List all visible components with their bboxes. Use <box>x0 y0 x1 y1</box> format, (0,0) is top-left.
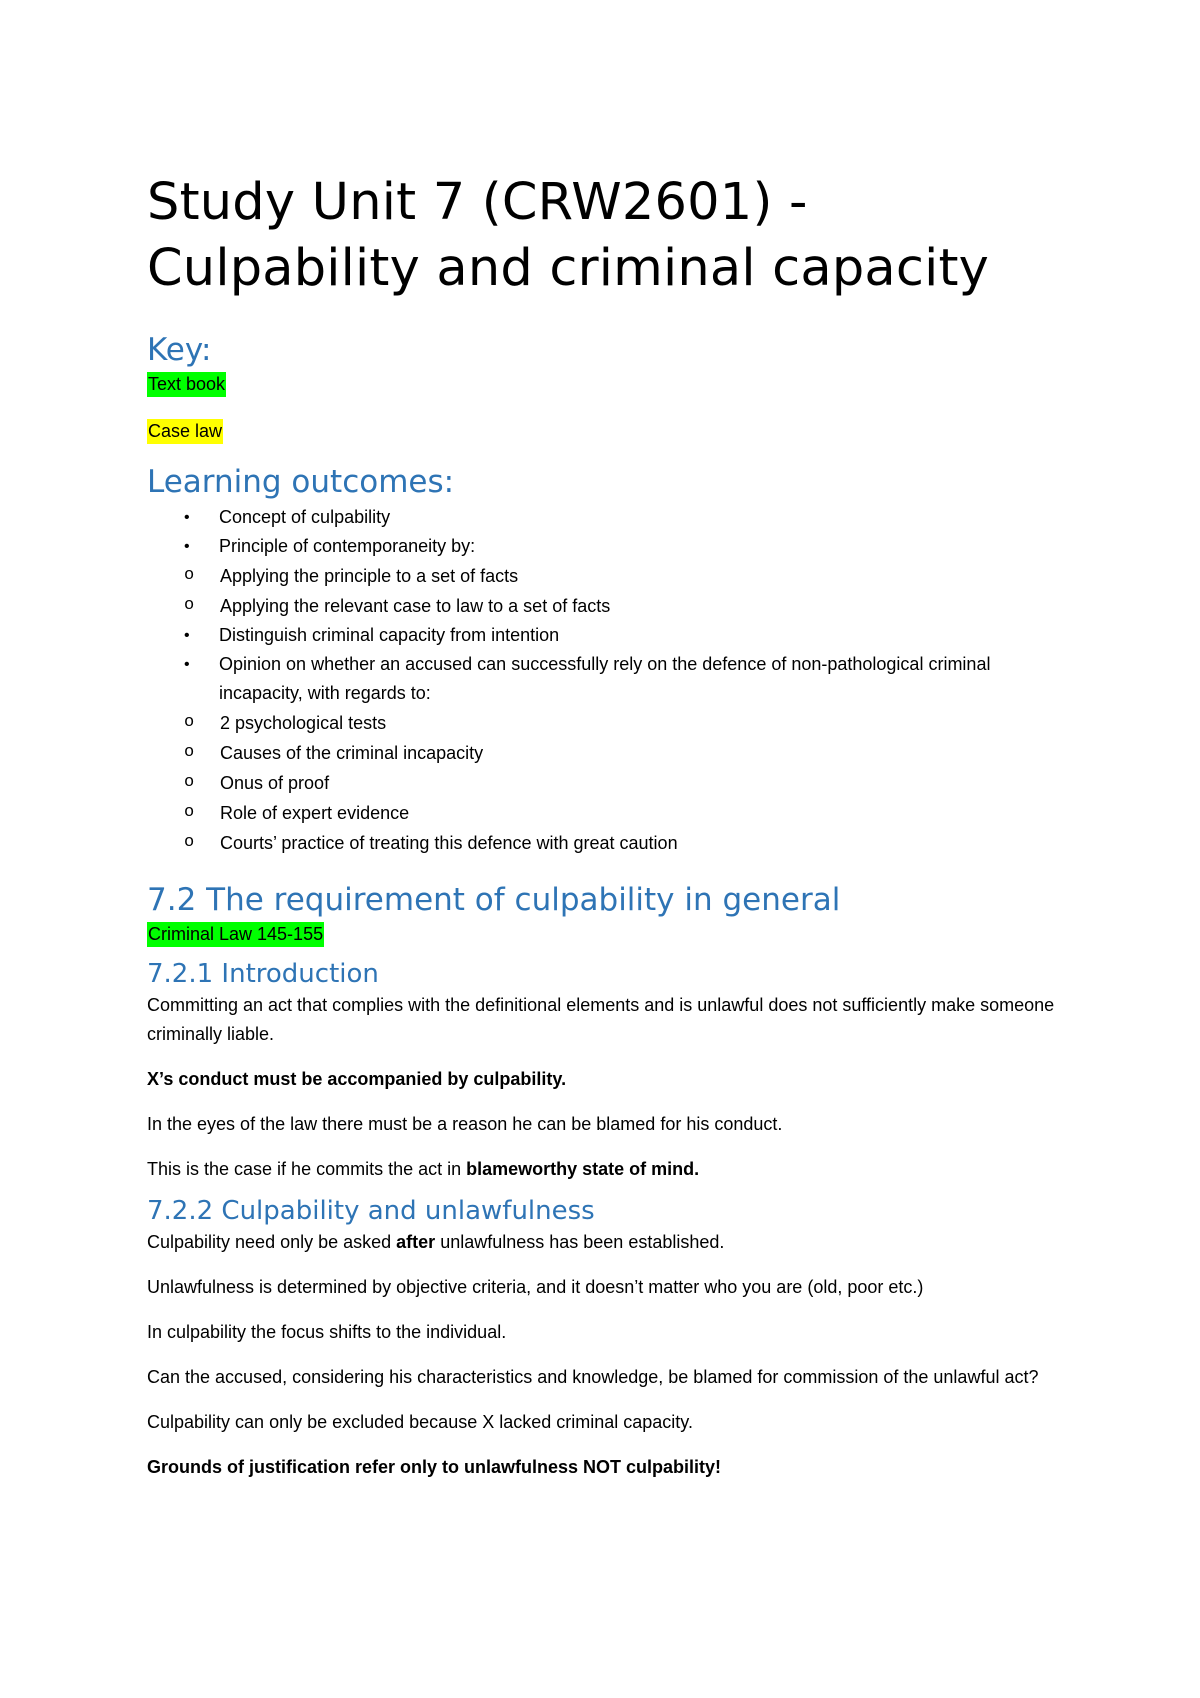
sub-list-item: o Applying the principle to a set of facts <box>147 561 1067 591</box>
circle-bullet-icon: o <box>184 773 195 792</box>
list-item: • Concept of culpability <box>147 503 1067 532</box>
section-7-2-1-paragraph-1: Committing an act that complies with the definitional elements and is unlawful does not sufficiently make someone criminally liable. <box>147 995 1055 1044</box>
section-7-2-textbook-ref: Criminal Law 145-155 <box>147 922 324 947</box>
bullet-icon: • <box>184 538 190 555</box>
sub-list <box>147 708 1067 858</box>
title-line-2: Culpability and criminal capacity <box>147 239 990 298</box>
sub-list-item: o Causes of the criminal incapacity <box>147 738 1067 768</box>
bullet-icon: • <box>184 627 190 644</box>
section-7-2-1-paragraph-2: X’s conduct must be accompanied by culpability. <box>147 1069 567 1089</box>
circle-bullet-icon: o <box>184 713 195 732</box>
section-7-2-2-paragraph-6: Grounds of justification refer only to unlawfulness NOT culpability! <box>147 1457 722 1477</box>
bullet-icon: • <box>184 656 190 673</box>
section-7-2-2-heading: 7.2.2 Culpability and unlawfulness <box>147 1196 595 1226</box>
sub-list-item: o Role of expert evidence <box>147 798 1067 828</box>
sub-list-container <box>147 708 1067 858</box>
circle-bullet-icon: o <box>184 833 195 852</box>
sub-list <box>147 561 1067 621</box>
list-item: • Distinguish criminal capacity from intention <box>147 621 1067 650</box>
circle-bullet-icon: o <box>184 596 195 615</box>
learning-outcomes-list <box>147 503 1067 858</box>
learning-outcomes-heading: Learning outcomes: <box>147 464 455 500</box>
section-7-2-2-paragraph-4: Can the accused, considering his characteristics and knowledge, be blamed for commission of the unlawful act? <box>147 1367 1039 1387</box>
section-7-2-2-paragraph-2: Unlawfulness is determined by objective criteria, and it doesn’t matter who you are (old, poor etc.) <box>147 1277 924 1297</box>
sub-list-container <box>147 561 1067 621</box>
sub-list-item: o Courts’ practice of treating this defence with great caution <box>147 828 1067 858</box>
key-textbook-label: Text book <box>147 372 226 397</box>
circle-bullet-icon: o <box>184 566 195 585</box>
section-7-2-1-paragraph-4: This is the case if he commits the act in blameworthy state of mind. <box>147 1159 700 1179</box>
document-page <box>147 170 1067 1482</box>
section-7-2-2-paragraph-5: Culpability can only be excluded because X lacked criminal capacity. <box>147 1412 693 1432</box>
section-7-2-1-heading: 7.2.1 Introduction <box>147 959 379 989</box>
title-line-1: Study Unit 7 (CRW2601) - <box>147 173 808 232</box>
list-item: • Opinion on whether an accused can successfully rely on the defence of non-pathological criminal incapacity, with regards to: <box>147 650 1067 708</box>
sub-list-item: o Onus of proof <box>147 768 1067 798</box>
document-title <box>147 170 1067 302</box>
sub-list-item: o 2 psychological tests <box>147 708 1067 738</box>
key-caselaw-label: Case law <box>147 419 223 444</box>
section-7-2-2-paragraph-1: Culpability need only be asked after unlawfulness has been established. <box>147 1232 725 1252</box>
section-7-2-2-paragraph-3: In culpability the focus shifts to the individual. <box>147 1322 507 1342</box>
list-item: • Principle of contemporaneity by: <box>147 532 1067 561</box>
circle-bullet-icon: o <box>184 743 195 762</box>
circle-bullet-icon: o <box>184 803 195 822</box>
section-7-2-heading: 7.2 The requirement of culpability in general <box>147 882 841 918</box>
section-7-2-1-paragraph-3: In the eyes of the law there must be a reason he can be blamed for his conduct. <box>147 1114 783 1134</box>
sub-list-item: o Applying the relevant case to law to a set of facts <box>147 591 1067 621</box>
key-heading: Key: <box>147 332 212 368</box>
bullet-icon: • <box>184 509 190 526</box>
